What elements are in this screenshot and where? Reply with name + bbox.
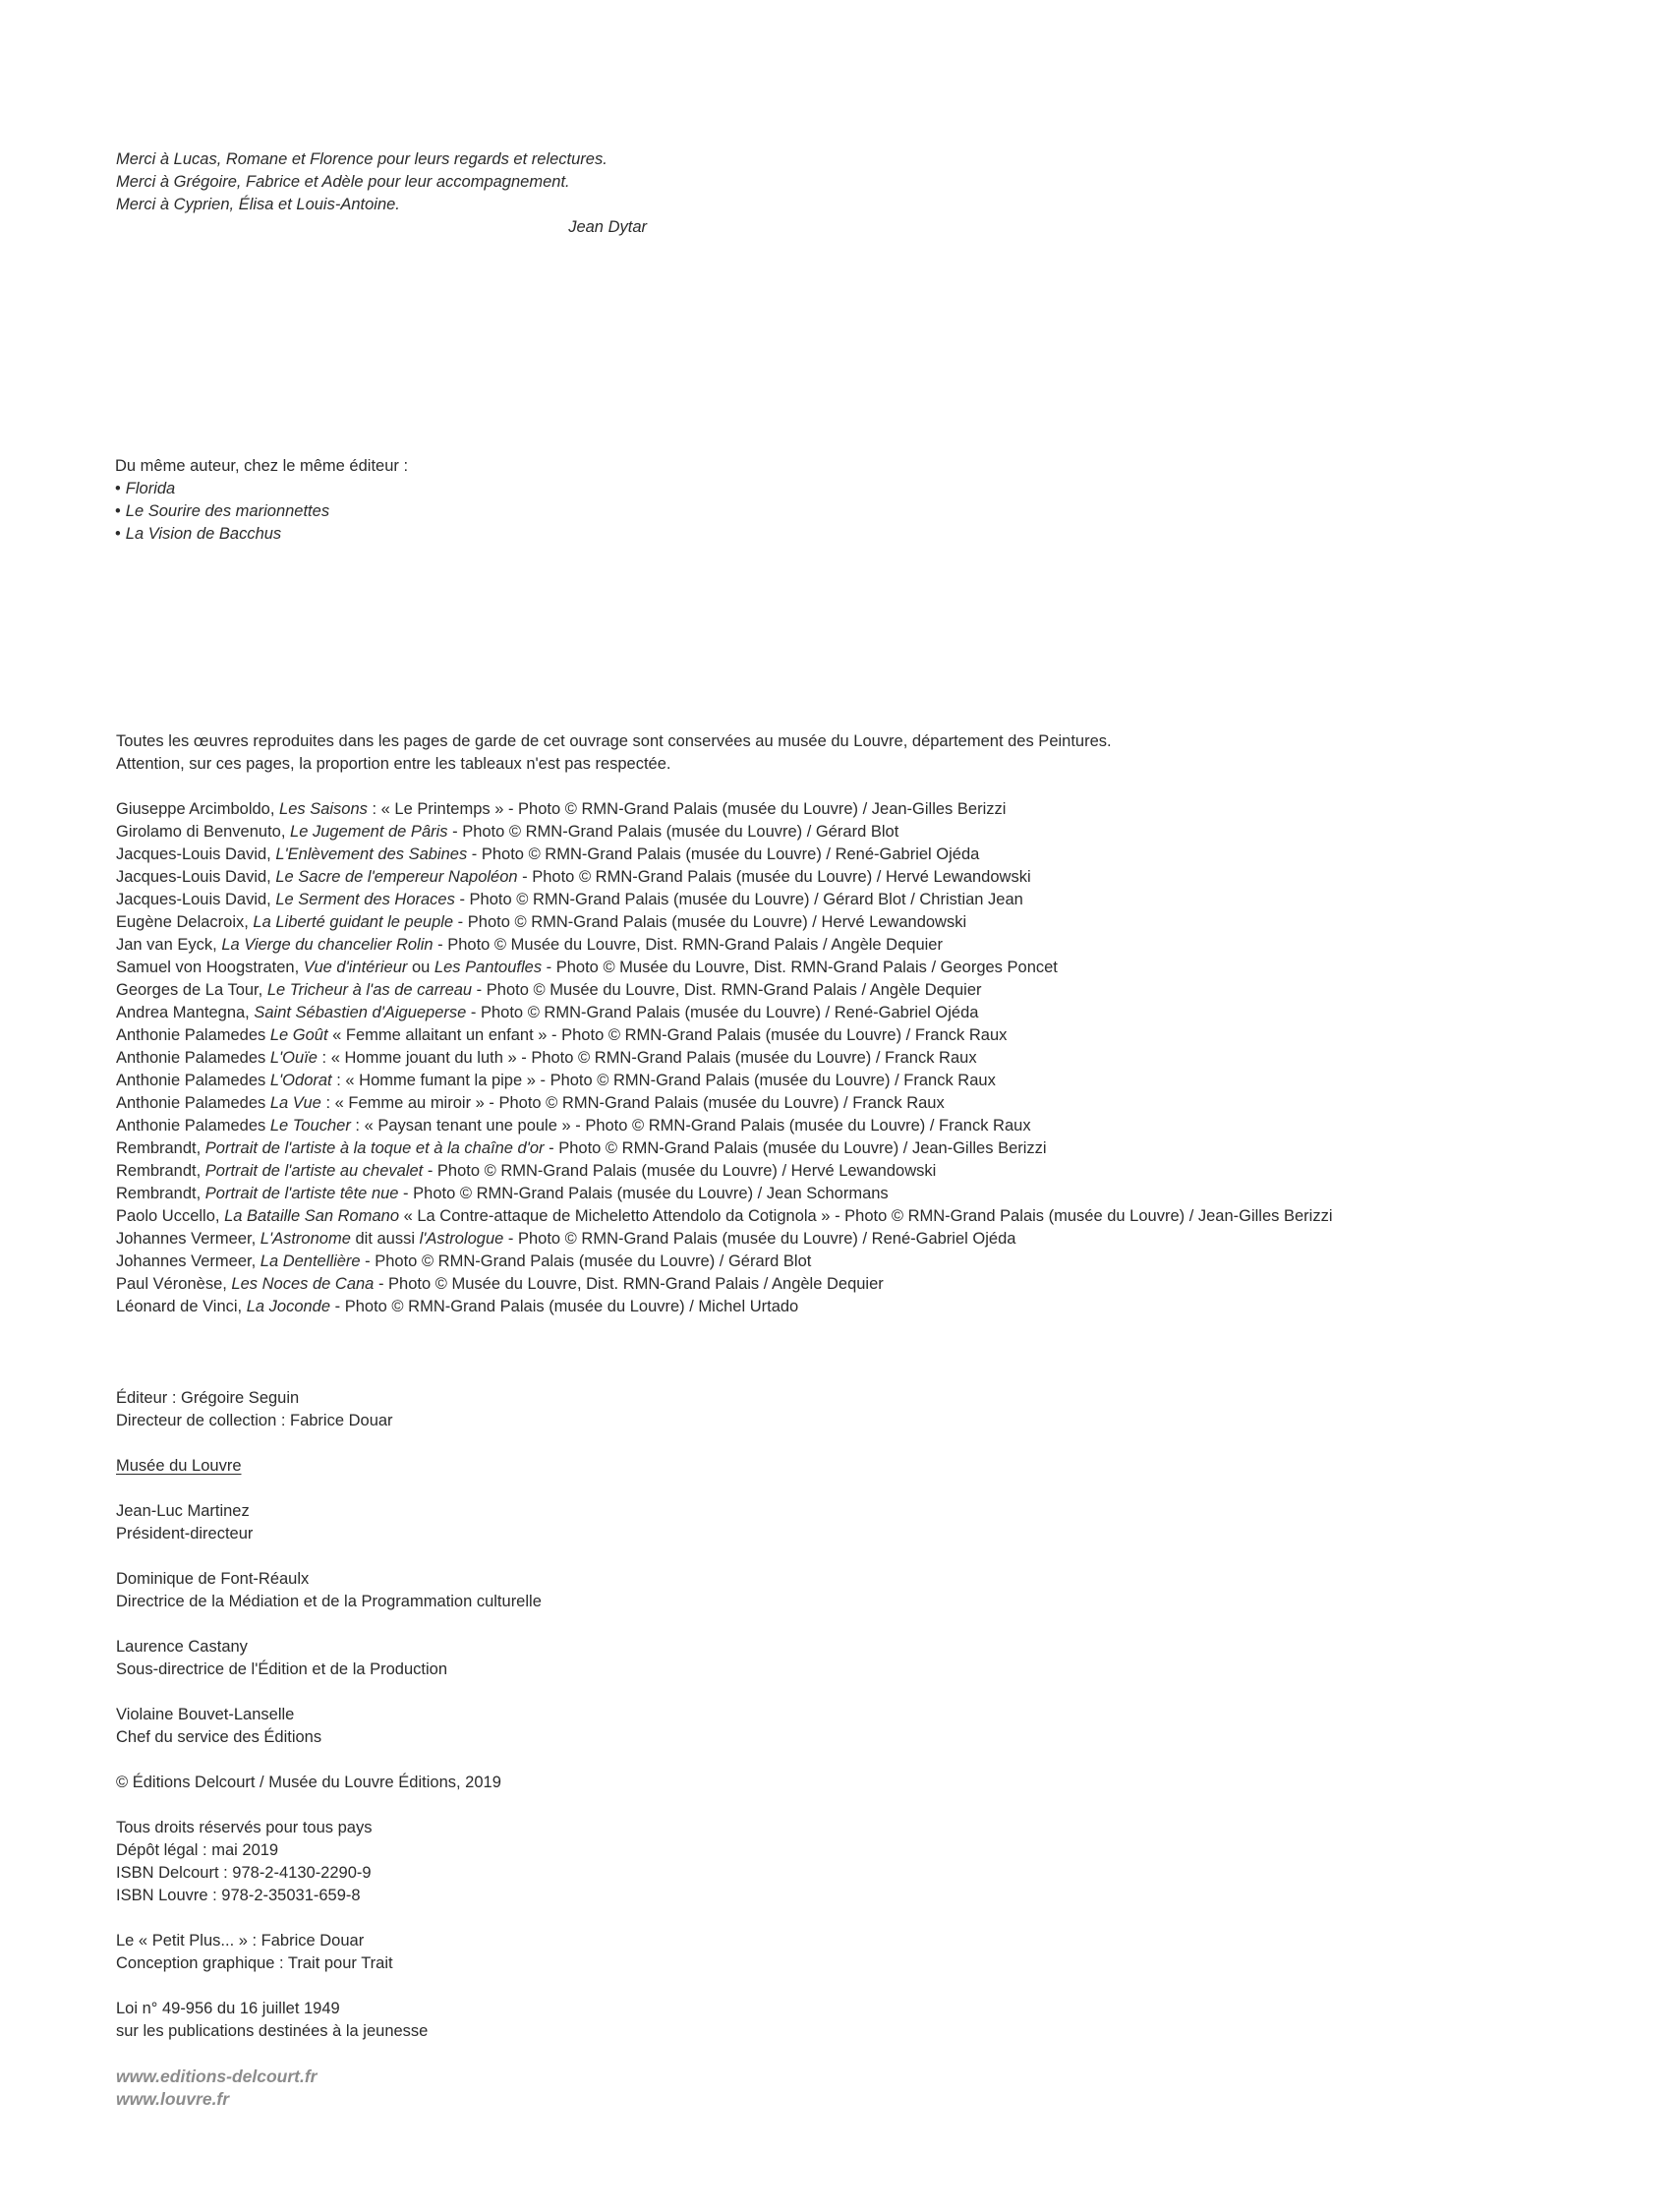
- credit-artist: Jacques-Louis David,: [116, 891, 276, 908]
- staff-role: Sous-directrice de l'Édition et de la Production: [116, 1660, 448, 1678]
- credit-artwork-title: La Liberté guidant le peuple: [253, 913, 454, 931]
- credit-photo: - Photo © RMN-Grand Palais (musée du Louvre) / Gérard Blot: [447, 823, 899, 841]
- credit-artwork-title: La Vierge du chancelier Rolin: [221, 936, 434, 954]
- credit-line: [116, 1296, 1333, 1318]
- petit-plus-line: Le « Petit Plus... » : Fabrice Douar: [116, 1932, 365, 1950]
- book-title: Florida: [125, 480, 176, 497]
- credit-artist: Anthonie Palamedes: [116, 1049, 270, 1067]
- credit-artist: Girolamo di Benvenuto,: [116, 823, 291, 841]
- credit-artwork-title: Vue d'intérieur: [303, 959, 408, 976]
- credit-photo: - Photo © RMN-Grand Palais (musée du Louvre) / Hervé Lewandowski: [423, 1162, 937, 1180]
- credit-line: [116, 934, 1333, 957]
- bullet-icon: •: [115, 480, 121, 497]
- credit-artist: Paolo Uccello,: [116, 1207, 225, 1225]
- credit-connector: dit aussi: [350, 1230, 420, 1248]
- credit-line: [116, 1251, 1333, 1273]
- same-author-heading: Du même auteur, chez le même éditeur :: [115, 457, 409, 475]
- credit-artwork-title: Le Serment des Horaces: [275, 891, 455, 908]
- staff-name: Jean-Luc Martinez: [116, 1502, 250, 1520]
- credit-artist: Jacques-Louis David,: [116, 845, 276, 863]
- credit-artist: Johannes Vermeer,: [116, 1230, 260, 1248]
- credit-artwork-title: L'Astronome: [260, 1230, 351, 1248]
- book-list-item: [115, 500, 408, 523]
- author-signature: Jean Dytar: [568, 218, 647, 236]
- editor-line: Éditeur : Grégoire Seguin: [116, 1389, 300, 1407]
- credit-photo: - Photo © RMN-Grand Palais (musée du Louvre) / Hervé Lewandowski: [453, 913, 967, 931]
- credit-artwork-title: La Joconde: [246, 1298, 331, 1315]
- thanks-line: Merci à Cyprien, Élisa et Louis-Antoine.: [116, 196, 400, 213]
- credit-artist: Rembrandt,: [116, 1162, 205, 1180]
- credit-artwork-title: Le Tricheur à l'as de carreau: [266, 981, 473, 999]
- link-delcourt[interactable]: www.editions-delcourt.fr: [116, 2066, 318, 2086]
- credit-photo: - Photo © Musée du Louvre, Dist. RMN-Grand Palais / Angèle Dequier: [433, 936, 943, 954]
- credit-line: [116, 1160, 1333, 1183]
- credit-artist: Samuel von Hoogstraten,: [116, 959, 304, 976]
- credit-photo: - Photo © Musée du Louvre, Dist. RMN-Grand Palais / Angèle Dequier: [374, 1275, 884, 1293]
- credit-artwork-title: La Vue: [269, 1094, 321, 1112]
- credit-artist: Anthonie Palamedes: [116, 1117, 270, 1135]
- credit-line: [116, 1183, 1333, 1205]
- credit-photo: - Photo © RMN-Grand Palais (musée du Louvre) / Gérard Blot: [360, 1252, 812, 1270]
- credit-line: [116, 911, 1333, 934]
- credit-artist: Giuseppe Arcimboldo,: [116, 800, 280, 818]
- credit-artwork-title: Portrait de l'artiste au chevalet: [204, 1162, 424, 1180]
- credit-line: [116, 798, 1333, 821]
- credit-line: [116, 957, 1333, 979]
- credit-line: [116, 1047, 1333, 1070]
- staff-role: Directrice de la Médiation et de la Programmation culturelle: [116, 1593, 542, 1610]
- credit-line: [116, 1228, 1333, 1251]
- bullet-icon: •: [115, 502, 121, 520]
- intro-line: Toutes les œuvres reproduites dans les pages de garde de cet ouvrage sont conservées au musée du Louvre, département des Peintures.: [116, 732, 1112, 750]
- artworks-intro: [116, 730, 1112, 776]
- credit-artist: Jacques-Louis David,: [116, 868, 276, 886]
- credit-photo: : « Femme au miroir » - Photo © RMN-Grand Palais (musée du Louvre) / Franck Raux: [320, 1094, 945, 1112]
- thanks-line: Merci à Grégoire, Fabrice et Adèle pour leur accompagnement.: [116, 173, 570, 191]
- acknowledgements: [116, 148, 647, 239]
- credit-line: [116, 979, 1333, 1002]
- credit-artist: Rembrandt,: [116, 1185, 205, 1202]
- legal-deposit-line: Dépôt légal : mai 2019: [116, 1841, 279, 1859]
- credit-photo: - Photo © RMN-Grand Palais (musée du Louvre) / Hervé Lewandowski: [517, 868, 1031, 886]
- credit-line: [116, 1024, 1333, 1047]
- credit-photo: - Photo © RMN-Grand Palais (musée du Louvre) / René-Gabriel Ojéda: [467, 845, 980, 863]
- photo-credits-list: [116, 798, 1333, 1318]
- credit-photo: - Photo © RMN-Grand Palais (musée du Louvre) / Gérard Blot / Christian Jean: [454, 891, 1023, 908]
- credit-artist: Anthonie Palamedes: [116, 1072, 270, 1089]
- credit-artwork-title: Portrait de l'artiste à la toque et à la chaîne d'or: [204, 1139, 545, 1157]
- credit-artwork-title: Le Jugement de Pâris: [290, 823, 448, 841]
- credit-photo: : « Le Printemps » - Photo © RMN-Grand Palais (musée du Louvre) / Jean-Gilles Berizzi: [367, 800, 1007, 818]
- staff-name: Violaine Bouvet-Lanselle: [116, 1706, 295, 1723]
- same-author-list: [115, 455, 408, 546]
- credit-artwork-title: Le Sacre de l'empereur Napoléon: [275, 868, 518, 886]
- collection-director-line: Directeur de collection : Fabrice Douar: [116, 1412, 393, 1429]
- credit-artwork-title: Les Saisons: [279, 800, 368, 818]
- credit-artist: Jan van Eyck,: [116, 936, 222, 954]
- credit-line: [116, 1070, 1333, 1092]
- staff-name: Dominique de Font-Réaulx: [116, 1570, 310, 1588]
- staff-role: Président-directeur: [116, 1525, 254, 1543]
- louvre-heading: Musée du Louvre: [116, 1457, 242, 1475]
- credit-photo: « Femme allaitant un enfant » - Photo © RMN-Grand Palais (musée du Louvre) / Franck Raux: [327, 1026, 1008, 1044]
- credit-line: [116, 821, 1333, 844]
- design-line: Conception graphique : Trait pour Trait: [116, 1954, 393, 1972]
- credit-photo: - Photo © RMN-Grand Palais (musée du Louvre) / Michel Urtado: [330, 1298, 799, 1315]
- credit-artist: Anthonie Palamedes: [116, 1026, 270, 1044]
- credit-line: [116, 1002, 1333, 1024]
- book-title: Le Sourire des marionnettes: [125, 502, 330, 520]
- book-list-item: [115, 523, 408, 546]
- credit-artwork-title: La Bataille San Romano: [224, 1207, 400, 1225]
- credit-artwork-title: Portrait de l'artiste tête nue: [204, 1185, 399, 1202]
- credit-line: [116, 1273, 1333, 1296]
- credit-artwork-title: Saint Sébastien d'Aigueperse: [254, 1004, 467, 1021]
- credit-artwork-title: Le Toucher: [269, 1117, 351, 1135]
- credit-photo: - Photo © Musée du Louvre, Dist. RMN-Grand Palais / Georges Poncet: [542, 959, 1058, 976]
- credit-artwork-title: L'Odorat: [269, 1072, 332, 1089]
- credit-artwork-alt-title: Les Pantoufles: [434, 959, 543, 976]
- thanks-line: Merci à Lucas, Romane et Florence pour leurs regards et relectures.: [116, 150, 608, 168]
- book-title: La Vision de Bacchus: [125, 525, 282, 543]
- credit-artwork-title: Le Goût: [269, 1026, 328, 1044]
- book-list-item: [115, 478, 408, 500]
- credit-artist: Eugène Delacroix,: [116, 913, 254, 931]
- law-line: Loi n° 49-956 du 16 juillet 1949: [116, 2000, 340, 2017]
- rights-line: Tous droits réservés pour tous pays: [116, 1819, 373, 1836]
- link-louvre[interactable]: www.louvre.fr: [116, 2089, 230, 2109]
- credit-line: [116, 1205, 1333, 1228]
- credit-photo: : « Homme fumant la pipe » - Photo © RMN-Grand Palais (musée du Louvre) / Franck Raux: [331, 1072, 996, 1089]
- credit-photo: « La Contre-attaque de Micheletto Attendolo da Cotignola » - Photo © RMN-Grand Palais (musée du Louvre) / Jean-Gilles Berizzi: [399, 1207, 1333, 1225]
- credit-photo: - Photo © RMN-Grand Palais (musée du Louvre) / René-Gabriel Ojéda: [503, 1230, 1016, 1248]
- bullet-icon: •: [115, 525, 121, 543]
- credit-photo: : « Paysan tenant une poule » - Photo © RMN-Grand Palais (musée du Louvre) / Franck Raux: [350, 1117, 1031, 1135]
- credit-photo: - Photo © RMN-Grand Palais (musée du Louvre) / Jean-Gilles Berizzi: [544, 1139, 1047, 1157]
- credit-photo: - Photo © Musée du Louvre, Dist. RMN-Grand Palais / Angèle Dequier: [472, 981, 982, 999]
- credit-line: [116, 889, 1333, 911]
- credit-artist: Andrea Mantegna,: [116, 1004, 255, 1021]
- credit-artwork-title: Les Noces de Cana: [231, 1275, 375, 1293]
- credit-artist: Georges de La Tour,: [116, 981, 267, 999]
- law-line: sur les publications destinées à la jeunesse: [116, 2022, 429, 2040]
- isbn-delcourt: ISBN Delcourt : 978-2-4130-2290-9: [116, 1864, 372, 1882]
- credit-artwork-title: L'Enlèvement des Sabines: [275, 845, 468, 863]
- credit-artwork-title: La Dentellière: [260, 1252, 361, 1270]
- staff-role: Chef du service des Éditions: [116, 1728, 322, 1746]
- imprint: [116, 1387, 542, 2111]
- credit-artist: Rembrandt,: [116, 1139, 205, 1157]
- staff-name: Laurence Castany: [116, 1638, 248, 1656]
- credit-line: [116, 866, 1333, 889]
- credit-artwork-title: L'Ouïe: [269, 1049, 318, 1067]
- isbn-louvre: ISBN Louvre : 978-2-35031-659-8: [116, 1887, 361, 1904]
- credit-artist: Léonard de Vinci,: [116, 1298, 247, 1315]
- credit-line: [116, 1092, 1333, 1115]
- credit-artist: Anthonie Palamedes: [116, 1094, 270, 1112]
- credit-artist: Paul Véronèse,: [116, 1275, 232, 1293]
- intro-line: Attention, sur ces pages, la proportion entre les tableaux n'est pas respectée.: [116, 755, 671, 773]
- credit-artwork-alt-title: l'Astrologue: [419, 1230, 504, 1248]
- credit-line: [116, 1137, 1333, 1160]
- credit-artist: Johannes Vermeer,: [116, 1252, 260, 1270]
- credit-photo: : « Homme jouant du luth » - Photo © RMN-Grand Palais (musée du Louvre) / Franck Raux: [317, 1049, 977, 1067]
- credit-connector: ou: [407, 959, 434, 976]
- credit-line: [116, 1115, 1333, 1137]
- credit-line: [116, 844, 1333, 866]
- credit-photo: - Photo © RMN-Grand Palais (musée du Louvre) / René-Gabriel Ojéda: [466, 1004, 979, 1021]
- credit-photo: - Photo © RMN-Grand Palais (musée du Louvre) / Jean Schormans: [398, 1185, 889, 1202]
- copyright-line: © Éditions Delcourt / Musée du Louvre Éditions, 2019: [116, 1774, 501, 1791]
